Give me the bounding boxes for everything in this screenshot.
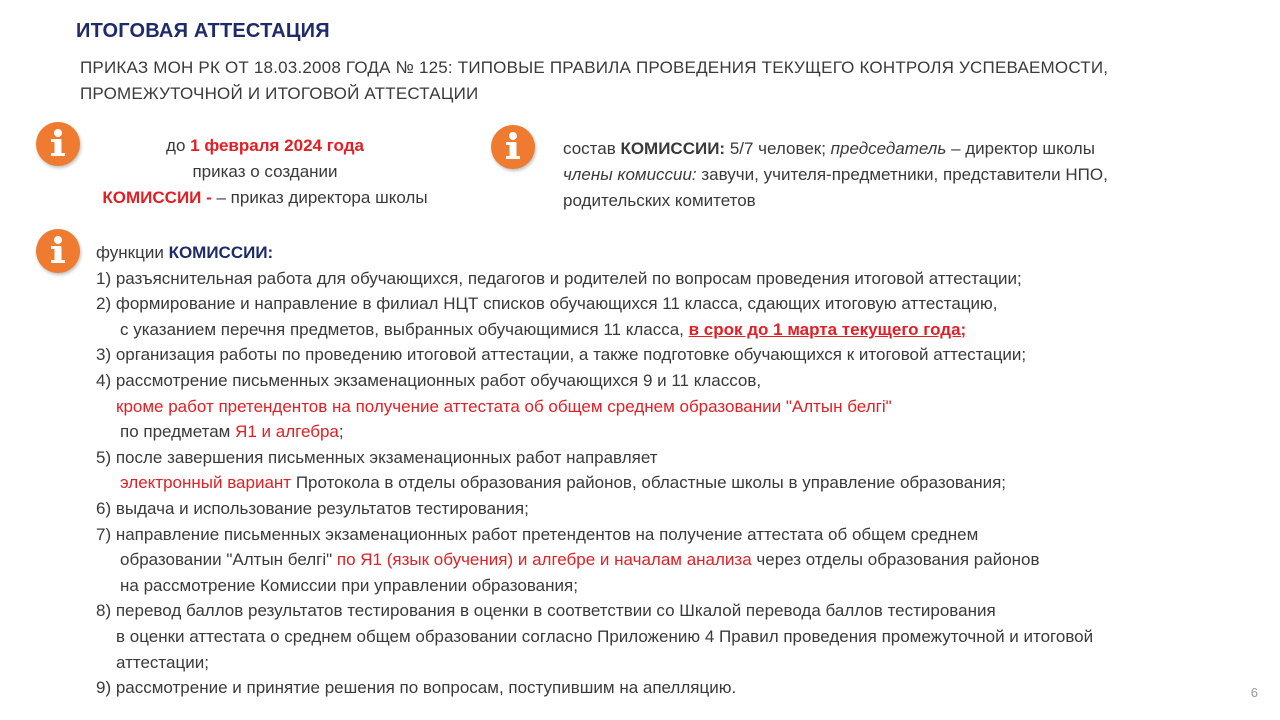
- composition-count: 5/7 человек;: [725, 139, 831, 158]
- composition-line-1: [563, 136, 1203, 162]
- slide-subtitle: [80, 55, 1200, 107]
- functions-heading-prefix: функции: [96, 243, 169, 262]
- item5-electronic: электронный вариант: [120, 473, 292, 493]
- composition-block: [563, 136, 1203, 214]
- item4-prefix: по предметам: [120, 422, 236, 442]
- deadline-line: [60, 133, 470, 159]
- commission-suffix: – приказ директора школы: [211, 188, 428, 207]
- info-icon: [36, 229, 80, 273]
- list-item: 6) выдача и использование результатов тестирования;: [96, 498, 529, 518]
- composition-prefix: состав: [563, 139, 621, 158]
- composition-members: члены комиссии:: [563, 165, 697, 184]
- list-item-cont: в оценки аттестата о среднем общем образовании согласно Приложению 4 Правил проведения промежуточной и итоговой: [116, 626, 1094, 646]
- list-item-cont: [96, 419, 1266, 445]
- commission-label: КОМИССИИ -: [102, 188, 212, 207]
- item7-subjects: по Я1 (язык обучения) и алгебре и началам анализа: [336, 550, 752, 570]
- deadline-block: [60, 133, 470, 211]
- slide-title: ИТОГОВАЯ АТТЕСТАЦИЯ: [76, 20, 330, 42]
- subtitle-line-2: ПРОМЕЖУТОЧНОЙ И ИТОГОВОЙ АТТЕСТАЦИИ: [80, 84, 479, 103]
- item5-text: Протокола в отделы образования районов, областные школы в управление образования;: [291, 473, 1007, 493]
- item4-suffix: ;: [338, 422, 344, 442]
- composition-chair: председатель: [830, 139, 947, 158]
- list-item-cont: [96, 317, 1266, 343]
- functions-list: [96, 240, 1266, 701]
- list-item-cont: аттестации;: [116, 652, 209, 672]
- item4-subjects: Я1 и алгебра: [235, 422, 339, 442]
- composition-line-2: [563, 162, 1203, 188]
- item7-suffix: через отделы образования районов: [751, 550, 1040, 570]
- list-item: 2) формирование и направление в филиал НЦТ списков обучающихся 11 класса, сдающих итоговую аттестацию,: [96, 294, 998, 314]
- composition-members-list: завучи, учителя-предметники, представители НПО,: [696, 165, 1108, 184]
- list-item-cont: [96, 547, 1266, 573]
- commission-line: [60, 185, 470, 211]
- list-item: 9) рассмотрение и принятие решения по вопросам, поступившим на апелляцию.: [96, 678, 737, 698]
- item7-prefix: образовании "Алтын белгі": [120, 550, 337, 570]
- item2-text: с указанием перечня предметов, выбранных обучающимися 11 класса,: [120, 319, 689, 339]
- deadline-prefix: до: [166, 136, 191, 155]
- composition-line-3: родительских комитетов: [563, 191, 756, 210]
- list-item: 4) рассмотрение письменных экзаменационных работ обучающихся 9 и 11 классов,: [96, 370, 762, 390]
- deadline-date: 1 февраля 2024 года: [190, 136, 364, 155]
- list-item-cont: [96, 470, 1266, 496]
- list-item: 1) разъяснительная работа для обучающихся, педагогов и родителей по вопросам проведения итоговой аттестации;: [96, 268, 1022, 288]
- list-item: 3) организация работы по проведению итоговой аттестации, а также подготовке обучающихся к итоговой аттестации;: [96, 345, 1027, 365]
- list-item: 7) направление письменных экзаменационных работ претендентов на получение аттестата об общем среднем: [96, 524, 979, 544]
- page-number: 6: [1250, 685, 1258, 700]
- info-icon: [491, 125, 535, 169]
- list-item-cont: на рассмотрение Комиссии при управлении образования;: [120, 575, 578, 595]
- item2-deadline: в срок до 1 марта текущего года;: [688, 319, 967, 339]
- list-item: 5) после завершения письменных экзаменационных работ направляет: [96, 447, 658, 467]
- subtitle-line-1: ПРИКАЗ МОН РК ОТ 18.03.2008 ГОДА № 125: ТИПОВЫЕ ПРАВИЛА ПРОВЕДЕНИЯ ТЕКУЩЕГО КОНТРОЛЯ УСПЕВАЕМОСТИ,: [80, 58, 1109, 77]
- list-item: 8) перевод баллов результатов тестирования в оценки в соответствии со Шкалой перевода баллов тестирования: [96, 601, 996, 621]
- functions-heading-bold: КОМИССИИ:: [168, 243, 274, 262]
- list-item-cont: кроме работ претендентов на получение аттестата об общем среднем образовании "Алтын белгі": [116, 396, 892, 416]
- composition-chair-role: – директор школы: [946, 139, 1095, 158]
- functions-heading: [96, 240, 1266, 266]
- order-line: приказ о создании: [192, 162, 338, 181]
- composition-bold: КОМИССИИ:: [620, 139, 726, 158]
